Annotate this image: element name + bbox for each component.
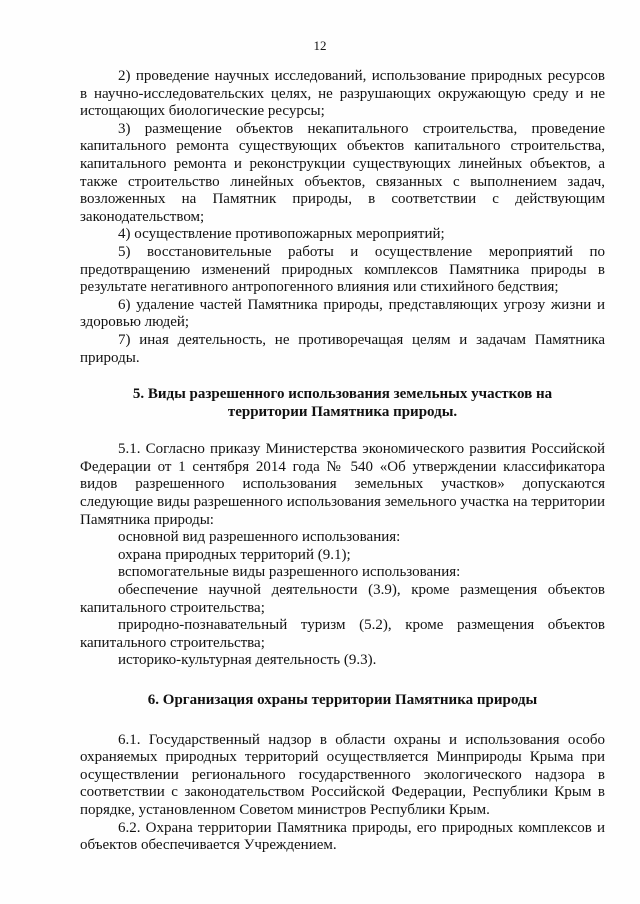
main-use-label: основной вид разрешенного использования:	[118, 529, 401, 546]
section-5-heading	[80, 386, 605, 421]
paragraph-6-2: 6.2. Охрана территории Памятника природы, его природных комплексов и объектов обеспечивается Учреждением.	[80, 819, 605, 854]
list-item: 3) размещение объектов некапитального строительства, проведение капитального ремонта существующих объектов капитального строительства, капитального ремонта и реконструкции существующих линейных объектов, а также строительство линейных объектов, связанных с выполнением задач, возложенных на Памятник природы, в соответствии с действующим законодательством;	[80, 120, 605, 225]
section-5-heading-line-2: территории Памятника природы.	[227, 403, 458, 420]
list-item: 5) восстановительные работы и осуществление мероприятий по предотвращению изменений природных комплексов Памятника природы в результате негативного антропогенного влияния или стихийного бедствия;	[80, 243, 605, 296]
list-item: 2) проведение научных исследований, использование природных ресурсов в научно-исследовательских целях, не разрушающих окружающую среду и не истощающих биологические ресурсы;	[80, 68, 605, 120]
page-number: 12	[313, 38, 327, 53]
main-use-item: охрана природных территорий (9.1);	[118, 546, 351, 563]
list-item: 4) осуществление противопожарных мероприятий;	[118, 226, 445, 243]
section-6-heading: 6. Организация охраны территории Памятника природы	[147, 692, 538, 708]
aux-use-label: вспомогательные виды разрешенного использования:	[118, 564, 461, 581]
aux-use-item: обеспечение научной деятельности (3.9), кроме размещения объектов капитального строительства;	[80, 582, 605, 616]
list-item: 7) иная деятельность, не противоречащая целям и задачам Памятника природы.	[80, 331, 605, 366]
section-5-heading-line-1: 5. Виды разрешенного использования земельных участков на	[132, 386, 553, 403]
aux-use-item: природно-познавательный туризм (5.2), кроме размещения объектов капитального строительства;	[80, 617, 605, 651]
page-content	[80, 68, 605, 855]
paragraph-6-1: 6.1. Государственный надзор в области охраны и использования особо охраняемых природных территорий осуществляется Минприроды Крыма при осуществлении регионального государственного экологического надзора в соответствии с законодательством Российской Федерации, Республики Крым в порядке, установленном Советом министров Республики Крым.	[80, 731, 605, 818]
aux-use-item: историко-культурная деятельность (9.3).	[118, 652, 377, 669]
paragraph-5-1: 5.1. Согласно приказу Министерства экономического развития Российской Федерации от 1 сентября 2014 года № 540 «Об утверждении классификатора видов разрешенного использования земельных участков» допускаются следующие виды разрешенного использования земельного участка на территории Памятника природы:	[80, 441, 605, 528]
list-item: 6) удаление частей Памятника природы, представляющих угрозу жизни и здоровью людей;	[80, 296, 605, 331]
